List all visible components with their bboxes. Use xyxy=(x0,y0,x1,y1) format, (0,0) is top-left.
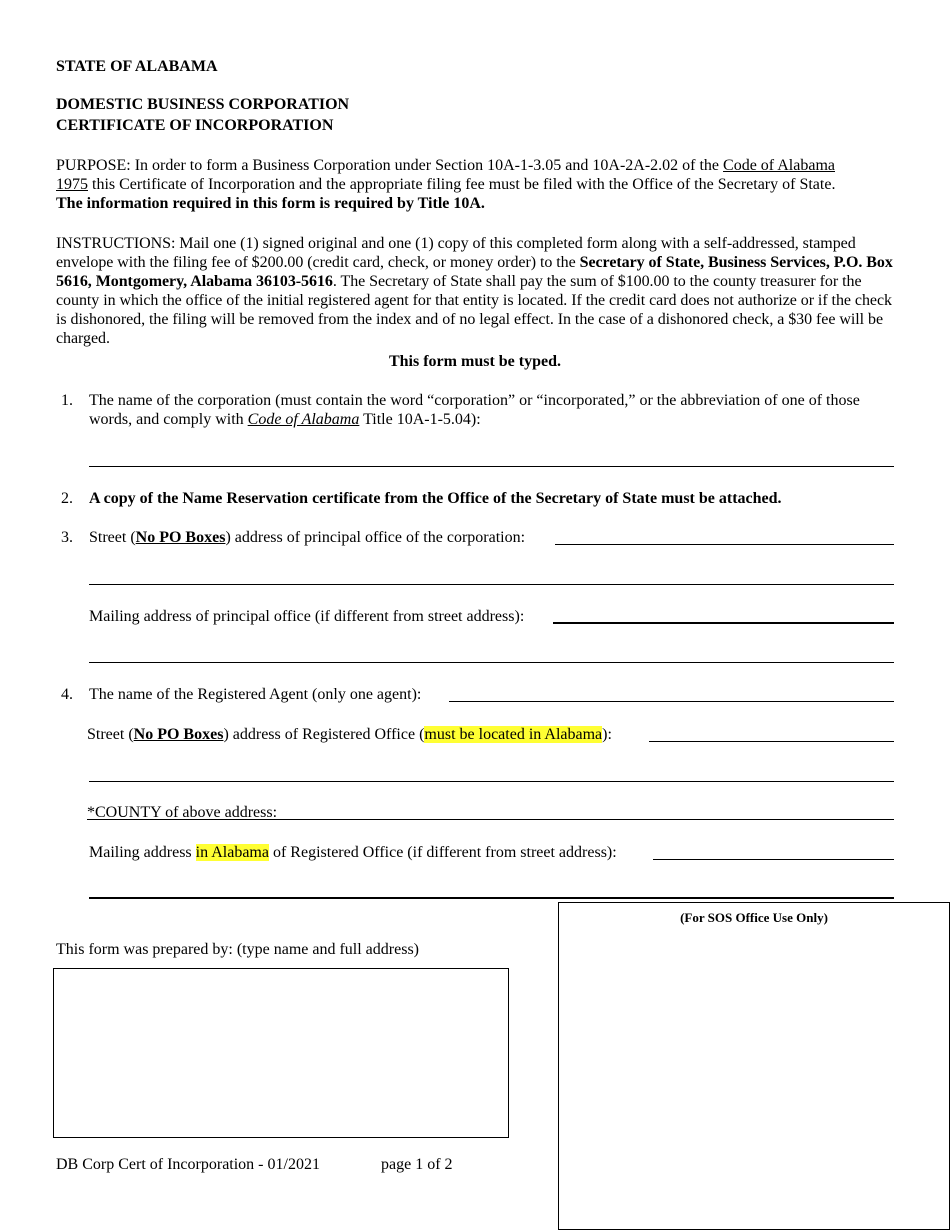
page-number: page 1 of 2 xyxy=(381,1156,453,1173)
prepared-by-box[interactable] xyxy=(53,968,509,1138)
purpose-after-code: this Certificate of Incorporation and the appropriate filing fee must be filed with the Office of the Secretary of State. xyxy=(88,176,836,193)
code-year-ref: 1975 xyxy=(56,176,88,193)
alabama-location-highlight: must be located in Alabama xyxy=(424,726,603,743)
form-id-footer: DB Corp Cert of Incorporation - 01/2021 xyxy=(56,1156,320,1173)
form-title-line1: DOMESTIC BUSINESS CORPORATION xyxy=(56,96,350,113)
item1-code-ref: Code of Alabama xyxy=(247,411,360,428)
registered-office-street-field-line2[interactable] xyxy=(89,781,894,782)
principal-mailing-label: Mailing address of principal office (if different from street address): xyxy=(89,608,525,625)
purpose-required-note: The information required in this form is required by Title 10A. xyxy=(56,195,485,212)
sos-office-use-box xyxy=(558,902,950,1230)
item1-text xyxy=(89,391,889,429)
item2-text: A copy of the Name Reservation certificate from the Office of the Secretary of State must be attached. xyxy=(89,490,782,507)
prepared-by-label: This form was prepared by: (type name and full address) xyxy=(56,941,419,958)
item3-street-post: ) address of principal office of the corporation: xyxy=(225,529,526,546)
item4-no-po-boxes: No PO Boxes xyxy=(133,726,224,743)
instructions-paragraph xyxy=(56,234,898,348)
item1-number: 1. xyxy=(61,392,73,409)
item3-street-label xyxy=(89,528,525,547)
county-field[interactable] xyxy=(87,819,894,820)
item4-mailing-post: of Registered Office (if different from street address): xyxy=(268,844,617,861)
purpose-paragraph xyxy=(56,156,898,213)
registered-office-mailing-label xyxy=(89,843,617,862)
registered-office-mailing-field-line2[interactable] xyxy=(89,897,894,899)
item4-number: 4. xyxy=(61,686,73,703)
registered-office-street-field[interactable] xyxy=(649,741,894,742)
item4-street-mid: ) address of Registered Office ( xyxy=(223,726,425,743)
item2-number: 2. xyxy=(61,490,73,507)
principal-street-field[interactable] xyxy=(555,544,894,545)
purpose-lead: PURPOSE: In order to form a Business Corporation under Section 10A-1-3.05 and 10A-2A-2.02 of the xyxy=(56,157,724,174)
county-label: *COUNTY of above address: xyxy=(87,804,278,821)
registered-office-street-label xyxy=(87,725,612,744)
corporation-name-field[interactable] xyxy=(89,466,894,467)
instructions-rest: . The Secretary of State shall pay the sum of $100.00 to the county treasurer for the county in which the office of the initial registered agent for that entity is located. If the credit card does not authorize or if the check is dishonored, the filing will be removed from the index and of no legal effect. In the case of a dishonored check, a $30 fee will be charged. xyxy=(56,273,892,347)
sos-office-use-label: (For SOS Office Use Only) xyxy=(680,910,828,925)
principal-mailing-field[interactable] xyxy=(553,622,894,624)
registered-agent-field[interactable] xyxy=(449,701,894,702)
state-heading: STATE OF ALABAMA xyxy=(56,58,218,75)
item4-mailing-pre: Mailing address xyxy=(89,844,196,861)
item3-number: 3. xyxy=(61,529,73,546)
item4-street-pre: Street ( xyxy=(87,726,134,743)
registered-office-mailing-field[interactable] xyxy=(653,859,894,860)
item1-text-before: The name of the corporation (must contain the word “corporation” or “incorporated,” or the abbreviation of one of those words, and comply with xyxy=(89,392,860,428)
instructions-lead: INSTRUCTIONS: Mail one (1) signed original and one (1) copy of this completed form along with a self-addressed, stamped envelope with the filing fee of $200.00 (credit card, check, or money order) to the xyxy=(56,235,856,271)
principal-mailing-field-line2[interactable] xyxy=(89,662,894,663)
mailing-address-sos: Secretary of State, Business Services, P.O. Box 5616, Montgomery, Alabama 36103-5616 xyxy=(56,254,893,290)
principal-street-field-line2[interactable] xyxy=(89,584,894,585)
registered-agent-label: The name of the Registered Agent (only one agent): xyxy=(89,686,422,703)
typed-note: This form must be typed. xyxy=(388,353,561,370)
item1-text-after: Title 10A-1-5.04): xyxy=(359,411,481,428)
code-of-alabama-ref: Code of Alabama xyxy=(723,157,835,174)
item3-no-po-boxes: No PO Boxes xyxy=(135,529,226,546)
form-title-line2: CERTIFICATE OF INCORPORATION xyxy=(56,117,334,134)
item3-street-pre: Street ( xyxy=(89,529,136,546)
item4-street-post: ): xyxy=(602,726,612,743)
in-alabama-highlight: in Alabama xyxy=(195,844,269,861)
